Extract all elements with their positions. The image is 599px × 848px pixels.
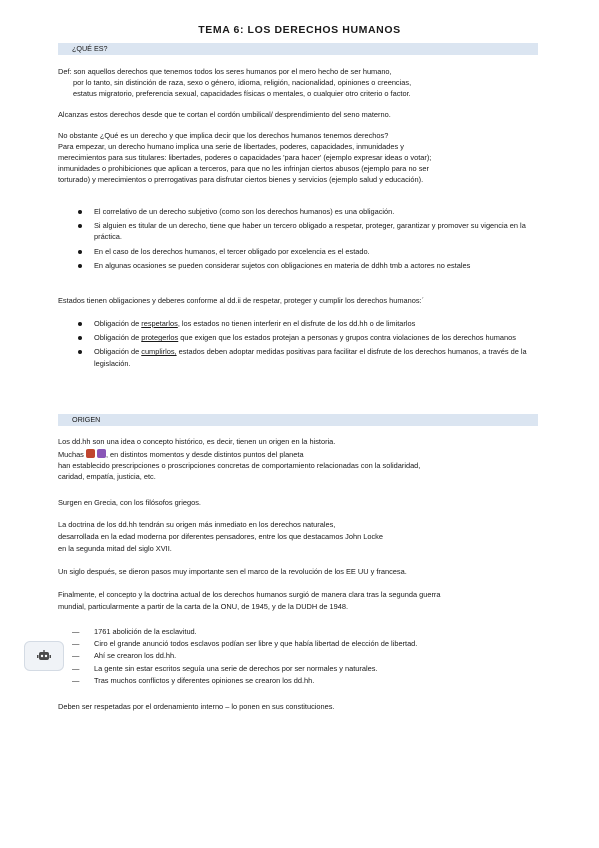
no-obstante-line-5: torturado) y merecimientos o prerrogativas para disfrutar ciertos bienes y servicios (ejemplo salud y educación). <box>58 175 424 184</box>
origen-paragraph-2 <box>58 449 540 460</box>
robot-icon <box>37 650 51 662</box>
religion-emoji-icon <box>97 449 106 458</box>
list-item <box>58 332 540 343</box>
definition-line-1: Def: son aquellos derechos que tenemos todos los seres humanos por el mero hecho de ser humano, <box>58 67 392 76</box>
obligation-prefix: Obligación de <box>94 319 142 328</box>
origen-paragraph-4-line-3: en la segunda mitad del siglo XVII. <box>58 544 172 553</box>
obligation-term: cumplirlos, <box>141 347 177 357</box>
no-obstante-line-2: Para empezar, un derecho humano implica una serie de libertades, poderes, capacidades, inmunidades y <box>58 142 404 151</box>
origen-paragraph-4-line-1: La doctrina de los dd.hh tendrán su origen más inmediato en los derechos naturales, <box>58 520 336 529</box>
history-timeline <box>72 626 417 687</box>
obligation-prefix: Obligación de <box>94 347 142 357</box>
obligation-bullets <box>58 206 540 274</box>
list-item <box>58 346 540 368</box>
origen-text: , en distintos momentos y desde distintos puntos del planeta <box>105 450 304 459</box>
list-item: — 1761 abolición de la esclavitud. <box>72 626 417 638</box>
list-item: En algunas ocasiones se pueden considerar sujetos con obligaciones en materia de ddhh tmb a actores no estales <box>58 260 540 271</box>
origen-paragraph-6-line-1: Finalmente, el concepto y la doctrina actual de los derechos humanos surgió de manera clara tras la segunda guerra <box>58 590 441 599</box>
person-emoji-icon <box>86 449 95 458</box>
alcance-paragraph: Alcanzas estos derechos desde que te cortan el cordón umbilical/ desprendimiento del seno materno. <box>58 110 391 119</box>
assistant-button[interactable] <box>24 641 64 671</box>
no-obstante-line-3: merecimientos para sus titulares: libertades, poderes o capacidades 'para hacer' (ejemplo expresar ideas o votar); <box>58 153 432 162</box>
origen-paragraph-5: Un siglo después, se dieron pasos muy importante sen el marco de la revolución de los EE UU y francesa. <box>58 567 407 576</box>
origen-paragraph-2-line-3: caridad, empatía, justicia, etc. <box>58 472 156 481</box>
section-heading-que-es: ¿QUÉ ES? <box>58 43 538 55</box>
list-item: El correlativo de un derecho subjetivo (como son los derechos humanos) es una obligación. <box>58 206 540 217</box>
obligation-text: que exigen que los estados protejan a personas y grupos contra violaciones de los derechos humanos <box>178 333 516 343</box>
closing-paragraph: Deben ser respetadas por el ordenamiento interno – lo ponen en sus constituciones. <box>58 702 335 711</box>
obligation-text: , los estados no tienen interferir en el disfrute de los dd.hh o de limitarlos <box>177 319 416 328</box>
no-obstante-line-4: inmunidades o prohibiciones que aplican a terceros, para que no les infrinjan ciertos abusos (ejemplo para no ser <box>58 164 429 173</box>
origen-paragraph-4-line-2: desarrollada en la edad moderna por diferentes pensadores, entre los que destacamos John Locke <box>58 532 383 541</box>
obligation-text: estados deben adoptar medidas positivas para facilitar el disfrute de los derechos humanos, a través de la legislación. <box>94 347 527 368</box>
estados-intro: Estados tienen obligaciones y deberes conforme al dd.ii de respetar, proteger y cumplir los derechos humanos:´ <box>58 296 425 305</box>
estados-obligations <box>58 318 540 372</box>
origen-paragraph-1: Los dd.hh son una idea o concepto histórico, es decir, tienen un origen en la historia. <box>58 437 336 446</box>
list-item <box>58 318 540 329</box>
list-item: — Tras muchos conflictos y diferentes opiniones se crearon los dd.hh. <box>72 675 417 687</box>
definition-line-3: estatus migratorio, preferencia sexual, capacidades físicas o mentales, o cualquier otro criterio o factor. <box>73 89 411 98</box>
list-item: — La gente sin estar escritos seguía una serie de derechos por ser normales y naturales. <box>72 663 417 675</box>
list-item: Si alguien es titular de un derecho, tiene que haber un tercero obligado a respetar, proteger, garantizar y promover su vigencia en la práctica. <box>58 220 540 242</box>
section-heading-origen: ORIGEN <box>58 414 538 426</box>
list-item: — Ciro el grande anunció todos esclavos podían ser libre y que había libertad de elección de libertad. <box>72 638 417 650</box>
definition-line-2: por lo tanto, sin distinción de raza, sexo o género, idioma, religión, nacionalidad, opiniones o creencias, <box>73 78 412 87</box>
origen-text: Muchas <box>58 450 84 459</box>
list-item: — Ahí se crearon los dd.hh. <box>72 650 417 662</box>
obligation-prefix: Obligación de <box>94 333 142 343</box>
no-obstante-line-1: No obstante ¿Qué es un derecho y que implica decir que los derechos humanos tenemos derechos? <box>58 131 389 140</box>
origen-paragraph-2-line-2: han establecido prescripciones o proscripciones concretas de comportamiento relacionadas con la solidaridad, <box>58 461 421 470</box>
obligation-term: protegerlos <box>141 333 179 343</box>
list-item: En el caso de los derechos humanos, el tercer obligado por excelencia es el estado. <box>58 246 540 257</box>
origen-paragraph-6-line-2: mundial, particularmente a partir de la carta de la ONU, de 1945, y de la DUDH de 1948. <box>58 602 349 611</box>
page-title: TEMA 6: LOS DERECHOS HUMANOS <box>198 24 401 36</box>
origen-paragraph-3: Surgen en Grecia, con los filósofos griegos. <box>58 498 201 507</box>
obligation-term: respetarlos <box>141 319 178 328</box>
